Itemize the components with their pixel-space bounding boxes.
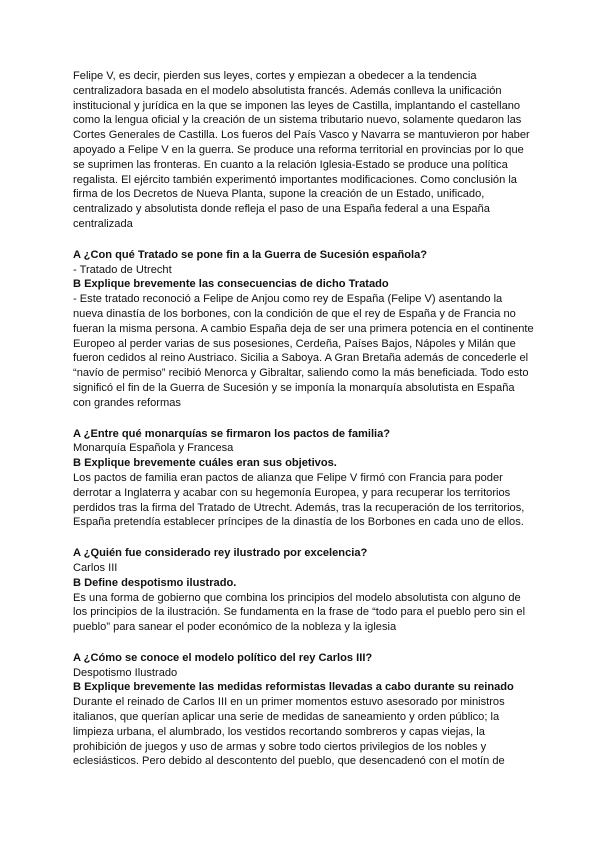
question-b: B Explique brevemente las medidas reformistas llevadas a cabo durante su reinado — [73, 681, 514, 694]
answer-a: Monarquía Española y Francesa — [73, 442, 234, 455]
question-a: A ¿Entre qué monarquías se firmaron los pactos de familia? — [73, 427, 391, 440]
question-a: A ¿Con qué Tratado se pone fin a la Guerra de Sucesión española? — [73, 248, 428, 261]
question-b: B Define despotismo ilustrado. — [73, 576, 237, 589]
answer-b: Los pactos de familia eran pactos de alianza que Felipe V firmó con Francia para poder derrotar a Inglaterra y acabar con su hegemonía Europea, y para recuperar los territorios perdidos tras la firma del Tratado de Utrecht. Además, tras la recuperación de los territorios, España pretendía establecer príncipes de la dinastía de los Borbones en cada uno de ellos. — [73, 471, 525, 529]
answer-b: Durante el reinado de Carlos III en un primer momentos estuvo asesorado por ministros italianos, que querían aplicar una serie de medidas de saneamiento y orden público; la limpieza urbana, el alumbrado, los vestidos recortando sombreros y capas viejas, la prohibición de juegos y uso de armas y sobre todo ciertos privilegios de los nobles y eclesiásticos. Pero debido al descontento del pueblo, que desencadenó con el motín de — [73, 696, 505, 768]
question-b: B Explique brevemente cuáles eran sus objetivos. — [73, 457, 337, 470]
answer-b: Es una forma de gobierno que combina los principios del modelo absolutista con alguno de los principios de la ilustración. Se fundamenta en la frase de “todo para el pueblo pero sin el pueblo” para sanear el poder económico de la nobleza y la iglesia — [73, 591, 526, 634]
question-block-1 — [73, 248, 535, 411]
question-block-3 — [73, 546, 535, 635]
question-block-4 — [73, 651, 535, 769]
question-a: A ¿Quién fue considerado rey ilustrado por excelencia? — [73, 547, 368, 560]
question-a: A ¿Cómo se conoce el modelo político del rey Carlos III? — [73, 651, 373, 664]
document-body — [73, 69, 535, 785]
question-b: B Explique brevemente las consecuencias de dicho Tratado — [73, 278, 389, 291]
answer-b: - Este tratado reconoció a Felipe de Anjou como rey de España (Felipe V) asentando la nueva dinastía de los borbones, con la condición de que el rey de España y de Francia no fueran la misma persona. A cambio España deja de ser una primera potencia en el continente Europeo al perder varias de sus posesiones, Cerdeña, Países Bajos, Nápoles y Milán que fueron cedidos al reino Austriaco. Sicilia a Saboya. A Gran Bretaña además de concederle el “navío de permiso” recibió Menorca y Gibraltar, saliendo como la más beneficiada. Todo esto significó el fin de la Guerra de Sucesión y se imponía la monarquía absolutista en España con grandes reformas — [73, 293, 534, 409]
answer-a: Carlos III — [73, 561, 118, 574]
answer-a: Despotismo Ilustrado — [73, 666, 178, 679]
intro-paragraph: Felipe V, es decir, pierden sus leyes, cortes y empiezan a obedecer a la tendencia centralizadora basada en el modelo absolutista francés. Además conlleva la unificación institucional y jurídica en la que se imponen las leyes de Castilla, implantando el castellano como la lengua oficial y la creación de un sistema tributario nuevo, solamente quedaron las Cortes Generales de Castilla. Los fueros del País Vasco y Navarra se mantuvieron por haber apoyado a Felipe V en la guerra. Se produce una reforma territorial en provincias por lo que se suprimen las fronteras. En cuanto a la relación Iglesia-Estado se produce una política regalista. El ejército también experimentó importantes modificaciones. Como conclusión la firma de los Decretos de Nueva Planta, supone la creación de un Estado, unificado, centralizado y absolutista donde refleja el paso de una España federal a una España centralizada — [73, 70, 530, 230]
question-block-2 — [73, 427, 535, 531]
answer-a: - Tratado de Utrecht — [73, 263, 172, 276]
